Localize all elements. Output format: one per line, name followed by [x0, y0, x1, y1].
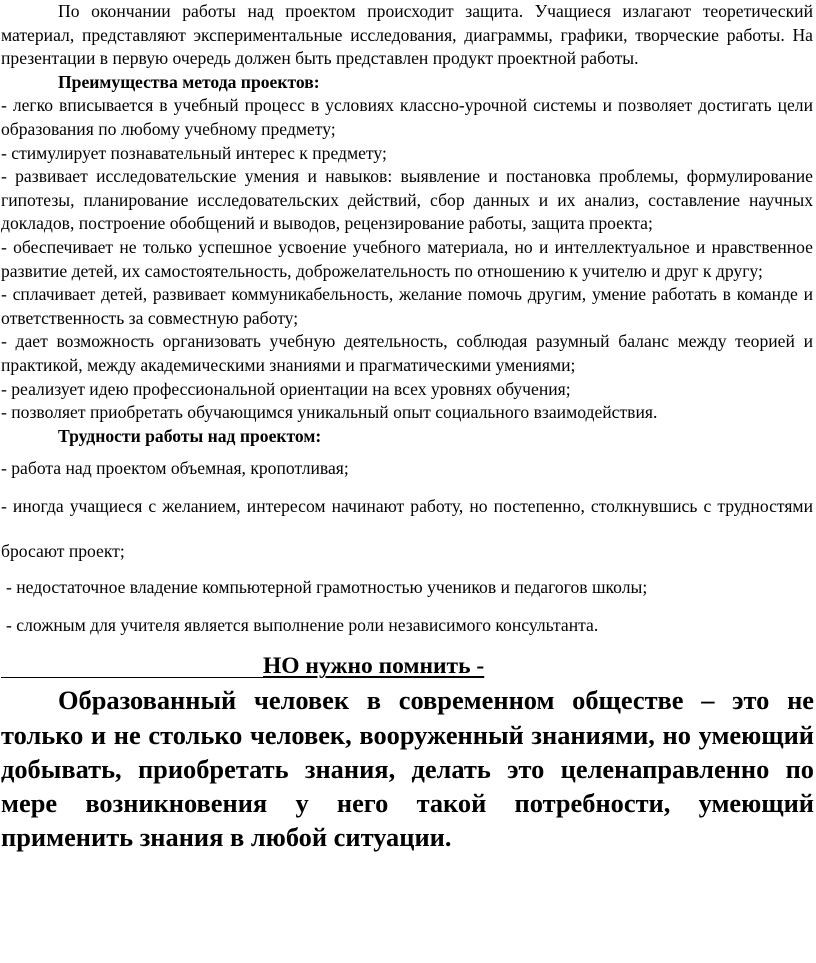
advantages-heading: Преимущества метода проектов: — [58, 71, 320, 92]
advantage-item: - дает возможность организовать учебную деятельность, соблюдая разумный баланс между теорией и практикой, между академическими знаниями и прагматическими умениями; — [1, 331, 813, 375]
advantage-item: - сплачивает детей, развивает коммуникабельность, желание помочь другим, умение работать в команде и ответственность за совместную работу; — [1, 284, 813, 328]
advantages-list — [1, 94, 816, 424]
advantage-item: - обеспечивает не только успешное усвоение учебного материала, но и интеллектуальное и нравственное развитие детей, их самостоятельность, доброжелательность по отношению к учителю и друг к другу; — [1, 236, 813, 281]
advantage-item: - развивает исследовательские умения и навыков: выявление и постановка проблемы, формулирование гипотезы, планирование исследовательских действий, сбор данных и их анализ, составление научных докладов, построение обобщений и выводов, рецензирование работы, защита проекта; — [1, 166, 813, 234]
note-underline — [1, 677, 263, 678]
difficulties-heading: Трудности работы над проектом: — [58, 425, 322, 446]
advantage-item: - реализует идею профессиональной ориентации на всех уровнях обучения; — [1, 378, 571, 399]
difficulty-item: - недостаточное владение компьютерной грамотностью учеников и педагогов школы; — [6, 577, 648, 598]
intro-paragraph: По окончании работы над проектом происходит защита. Учащиеся излагают теоретический материал, представляют экспериментальные исследования, диаграммы, графики, творческие работы. На презентации в первую очередь должен быть представлен продукт проектной работы. — [1, 1, 813, 69]
advantage-item: - стимулирует познавательный интерес к предмету; — [1, 142, 387, 163]
advantage-item: - легко вписывается в учебный процесс в условиях классно-урочной системы и позволяет достигать цели образования по любому учебному предмету; — [1, 95, 813, 139]
difficulty-item: - работа над проектом объемная, кропотливая; — [1, 457, 349, 478]
difficulty-item: - иногда учащиеся с желанием, интересом начинают работу, но постепенно, столкнувшись с трудностями бросают проект; — [1, 496, 813, 562]
conclusion-paragraph: Образованный человек в современном обществе – это не только и не столько человек, вооруженный знаниями, но умеющий добывать, приобретать знания, делать это целенаправленно по мере возникновения у него такой потребности, умеющий применить знания в любой ситуации. — [1, 685, 814, 853]
difficulty-item: - сложным для учителя является выполнение роли независимого консультанта. — [6, 614, 599, 635]
advantage-item: - позволяет приобретать обучающимся уникальный опыт социального взаимодействия. — [1, 402, 658, 423]
difficulties-list — [1, 457, 816, 638]
note-heading — [1, 651, 816, 681]
note-text: НО нужно помнить - — [263, 653, 485, 680]
